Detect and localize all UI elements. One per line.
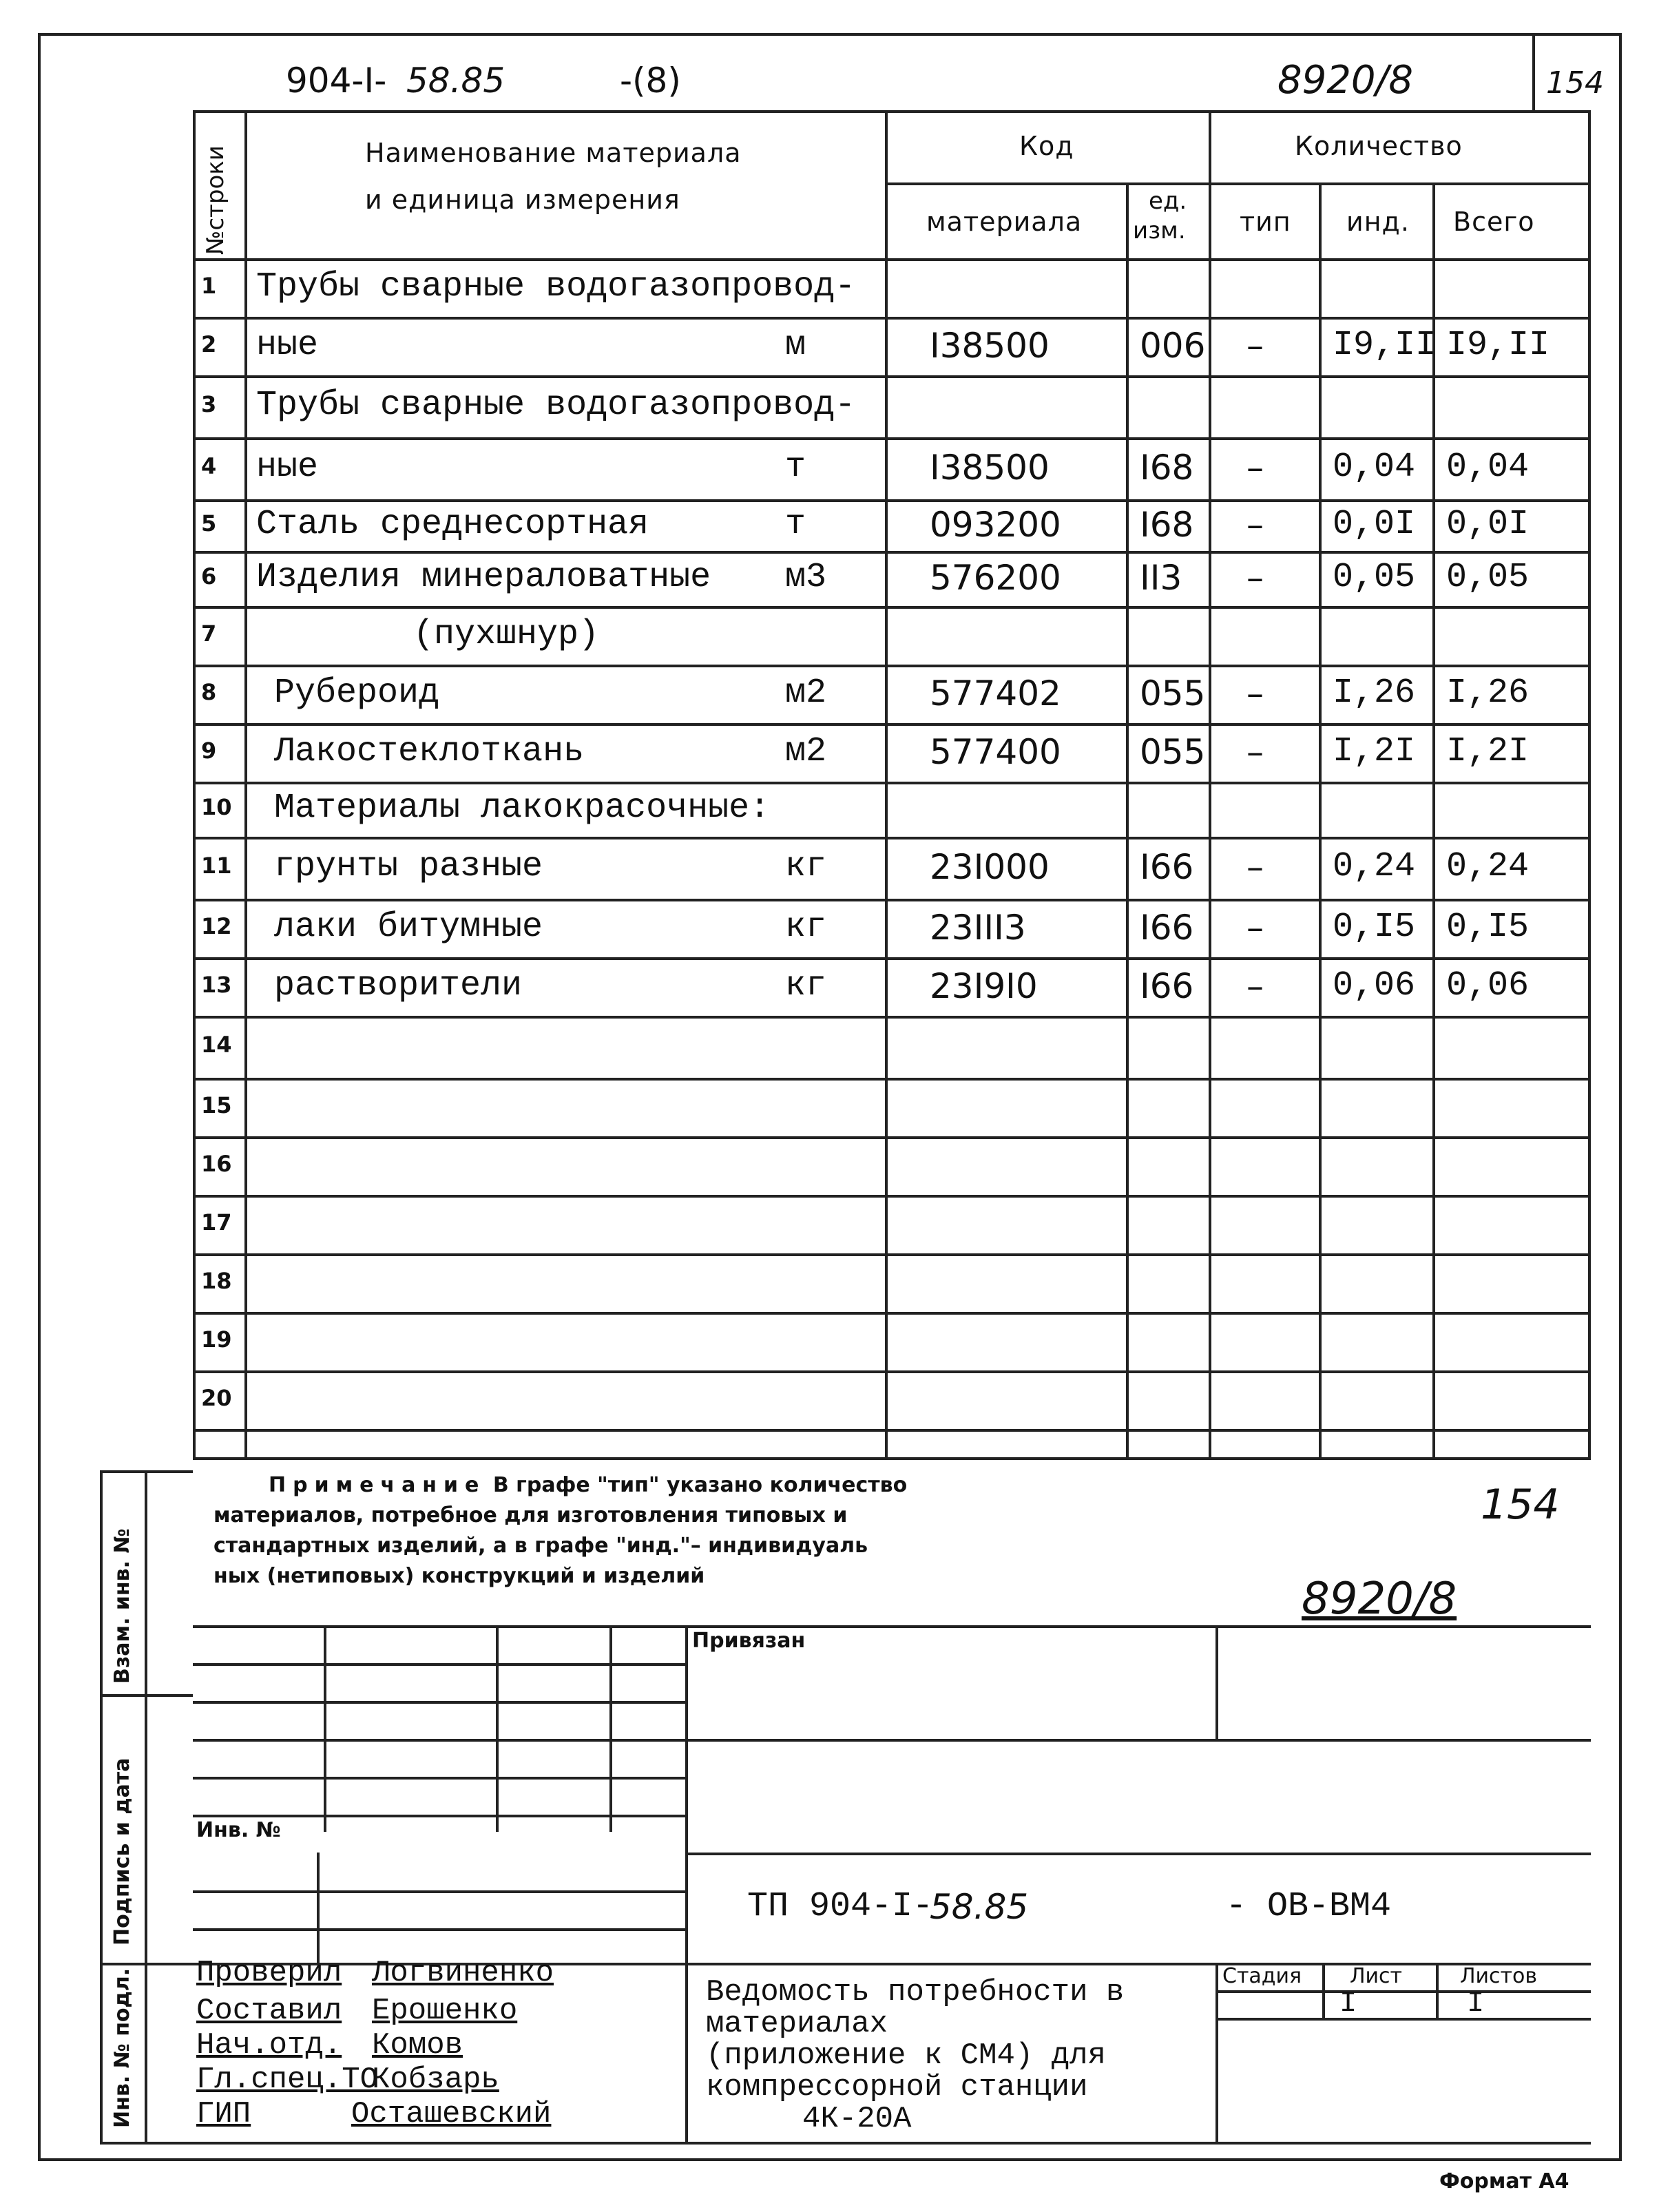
note-inventory-number: 8920/8 [1302,1574,1457,1625]
stamp-vline-right [1215,1625,1218,1739]
header-code-material: материала [926,207,1083,237]
table-row-divider [193,375,1591,378]
material-code: 576200 [930,558,1061,598]
header-quantity: Количество [1295,131,1463,161]
qty-ind: I,26 [1333,673,1416,713]
qty-total: 0,I5 [1446,907,1530,947]
col-line-2 [885,110,888,1460]
doc-sheet: -(8) [620,61,681,101]
table-row-divider [193,317,1591,320]
row-number: 13 [201,971,232,998]
unit: кг [785,847,827,886]
signer-role: ГИП [196,2097,251,2131]
row-number: 15 [201,1092,232,1118]
side-podpis-label: Подпись и дата [110,1757,134,1945]
side-border-right [145,1470,147,2142]
qty-ind: 0,24 [1333,847,1416,886]
table-row-divider [193,1253,1591,1256]
table-row-divider [193,1370,1591,1373]
material-name: Трубы сварные водогазопровод- [256,267,856,306]
row-number: 5 [201,510,217,536]
row-number: 16 [201,1150,232,1177]
header-qty-type: тип [1240,207,1291,237]
material-name: Лакостеклоткань [274,731,585,771]
table-row-divider [193,1429,1591,1432]
material-code: 23III3 [930,907,1026,948]
stamp-inv-divider [317,1853,320,1963]
row-number: 2 [201,331,217,357]
qty-type: – [1246,448,1264,488]
title-line5: 4К-20А [802,2102,912,2136]
stamp-sheet-h1 [1215,1990,1591,1993]
unit: м3 [785,558,827,597]
unit-code: II3 [1140,558,1182,598]
signer-name: Логвиненко [372,1956,554,1990]
unit: т [785,448,806,487]
signer-role: Составил [196,1994,342,2028]
stamp-h5 [193,1815,685,1817]
material-name: растворители [274,966,523,1005]
row-number: 14 [201,1032,232,1058]
row-number: 20 [201,1384,232,1411]
unit-code: I68 [1140,448,1194,488]
table-header-bottom [193,258,1591,261]
unit: кг [785,966,827,1005]
signer-role: Гл.спец.ТО [196,2063,379,2097]
unit: м [785,325,806,365]
note-line2: материалов, потребное для изготовления типовых и [213,1503,848,1527]
row-number: 11 [201,853,232,879]
unit-code: I66 [1140,847,1194,887]
signer-role: Проверил [196,1956,342,1990]
table-row-divider [193,437,1591,440]
note-page-number: 154 [1481,1481,1560,1529]
side-h4 [100,2142,193,2145]
doc-prefix: 904-I- [286,61,387,101]
header-qty-total: Всего [1453,207,1535,237]
material-name: лаки битумные [274,907,543,947]
stamp-vline-a [324,1625,326,1832]
stamp-h8 [193,1928,685,1931]
col-line-4 [1209,110,1211,1460]
side-h3 [100,1963,193,1965]
material-code: 23I9I0 [930,966,1038,1006]
material-name: ные [256,448,319,487]
table-row-divider [193,837,1591,839]
unit-code: I66 [1140,966,1194,1006]
format-label: Формат А4 [1439,2169,1569,2193]
table-row-divider [193,782,1591,784]
stamp-vline-main [685,1625,688,2142]
stamp-h4 [193,1777,685,1780]
note-line1: В графе "тип" указано количество [492,1473,908,1497]
qty-ind: 0,04 [1333,448,1416,487]
qty-ind: 0,06 [1333,966,1416,1005]
qty-total: 0,0I [1446,504,1530,544]
material-name: Сталь среднесортная [256,504,649,544]
row-number: 10 [201,794,232,820]
material-name: грунты разные [274,847,543,886]
stamp-sheet-h2 [1215,2018,1591,2021]
qty-total: 0,04 [1446,448,1530,487]
qty-ind: 0,05 [1333,558,1416,597]
qty-total: I,2I [1446,731,1530,771]
note-line3: стандартных изделий, а в графе "инд."– индивидуаль [213,1534,868,1558]
col-line-1 [244,110,247,1460]
table-row-divider [193,1195,1591,1198]
signer-name: Комов [372,2028,463,2063]
qty-type: – [1246,907,1264,948]
table-row-divider [193,899,1591,901]
unit-code: I66 [1140,907,1194,948]
row-number: 12 [201,912,232,939]
header-row-no: №строки [202,145,229,255]
page-number: 154 [1546,65,1604,101]
side-border-left [100,1470,103,2142]
title-line2: материалах [706,2007,888,2041]
table-row-divider [193,551,1591,554]
header-name-line2: и единица измерения [365,185,680,215]
unit-code: I68 [1140,504,1194,545]
material-name: (пухшнур) [413,614,600,654]
qty-total: 0,06 [1446,966,1530,1005]
qty-type: – [1246,847,1264,887]
signer-role: Нач.отд. [196,2028,342,2063]
qty-total: 0,24 [1446,847,1530,886]
unit-code: 006 [1140,325,1206,366]
row-number: 9 [201,737,217,764]
doc-series: 58.85 [406,61,505,101]
header-unit-line2: изм. [1133,217,1186,244]
qty-ind: I,2I [1333,731,1416,771]
document-title [706,1976,1124,2135]
stamp-stage-divider [1215,1963,1218,2142]
row-number: 3 [201,391,217,417]
material-name: Рубероид [274,673,440,713]
bound-label: Привязан [692,1629,806,1653]
qty-type: – [1246,504,1264,545]
unit: м2 [785,673,827,713]
material-code: I38500 [930,448,1050,488]
unit: кг [785,907,827,947]
qty-type: – [1246,731,1264,772]
side-inv-podl-label: Инв. № подл. [110,1968,134,2128]
sheets-label: Листов [1460,1964,1538,1988]
signer-name: Ерошенко [372,1994,518,2028]
table-row-divider [193,665,1591,667]
sheets-value: I [1467,1987,1485,2020]
stamp-h3 [193,1739,1591,1742]
note-block [213,1470,1005,1592]
qty-type: – [1246,558,1264,598]
stamp-h6 [685,1853,1591,1855]
header-name-line1: Наименование материала [365,138,742,168]
stamp-bottom [193,2142,1591,2145]
header-qty-ind: инд. [1346,207,1410,237]
doc-code-series: 58.85 [930,1887,1029,1927]
row-number: 4 [201,453,217,479]
row-number: 18 [201,1267,232,1294]
table-row-divider [193,499,1591,502]
row-number: 8 [201,678,217,705]
material-name: Изделия минераловатные [256,558,711,597]
doc-code-suffix: - ОВ-ВМ4 [1226,1887,1392,1926]
header-unit-line1: ед. [1149,187,1187,215]
table-row-divider [193,1078,1591,1081]
materials-table [193,110,1591,1460]
unit-code: 055 [1140,673,1206,713]
qty-total: I,26 [1446,673,1530,713]
side-vzam-label: Взам. инв. № [110,1528,134,1684]
title-line4: компрессорной станции [706,2070,1088,2105]
stage-label: Стадия [1222,1964,1302,1988]
sheet-label: Лист [1350,1964,1403,1988]
header-subdivider [885,182,1591,185]
qty-type: – [1246,673,1264,713]
row-number: 19 [201,1326,232,1353]
table-row-divider [193,1016,1591,1019]
note-line4: ных (нетиповых) конструкций и изделий [213,1564,705,1588]
stamp-h7 [193,1890,685,1893]
material-code: 093200 [930,504,1061,545]
qty-total: I9,II [1446,325,1550,365]
table-row-divider [193,606,1591,609]
col-line-5 [1319,182,1322,1460]
side-h2 [100,1694,193,1697]
qty-ind: 0,0I [1333,504,1416,544]
material-code: 577402 [930,673,1061,713]
row-number: 7 [201,620,217,647]
qty-type: – [1246,966,1264,1006]
qty-ind: I9,II [1333,325,1437,365]
row-number: 17 [201,1209,232,1235]
material-code: 23I000 [930,847,1050,887]
col-line-3 [1126,182,1129,1460]
title-line1: Ведомость потребности в [706,1975,1125,2010]
inv-no-label: Инв. № [196,1818,281,1842]
table-row-divider [193,1136,1591,1139]
qty-type: – [1246,325,1264,366]
col-line-6 [1432,182,1435,1460]
signer-name: Кобзарь [372,2063,499,2097]
row-number: 1 [201,272,217,299]
qty-ind: 0,I5 [1333,907,1416,947]
qty-total: 0,05 [1446,558,1530,597]
header-code: Код [1019,131,1074,161]
material-code: 577400 [930,731,1061,772]
stamp-vline-c [609,1625,612,1832]
material-name: Трубы сварные водогазопровод- [256,386,856,425]
table-row-divider [193,1312,1591,1315]
table-row-divider [193,723,1591,726]
note-label: Примечание [269,1473,486,1497]
table-row-divider [193,957,1591,960]
side-h1 [100,1470,193,1473]
inventory-number: 8920/8 [1277,58,1414,103]
stamp-vline-b [496,1625,499,1832]
title-line3: (приложение к СМ4) для [706,2038,1106,2073]
material-code: I38500 [930,325,1050,366]
unit: м2 [785,731,827,771]
stamp-h1 [193,1663,685,1666]
doc-code-prefix: ТП 904-I- [747,1887,934,1926]
stamp-top [193,1625,1591,1628]
stamp-h2 [193,1701,685,1704]
unit: т [785,504,806,544]
unit-code: 055 [1140,731,1206,772]
signer-name: Осташевский [351,2097,552,2131]
row-number: 6 [201,563,217,589]
sheet-value: I [1339,1987,1357,2020]
material-name: Материалы лакокрасочные: [274,789,771,828]
page-no-divider [1532,33,1535,110]
material-name: ные [256,325,319,365]
